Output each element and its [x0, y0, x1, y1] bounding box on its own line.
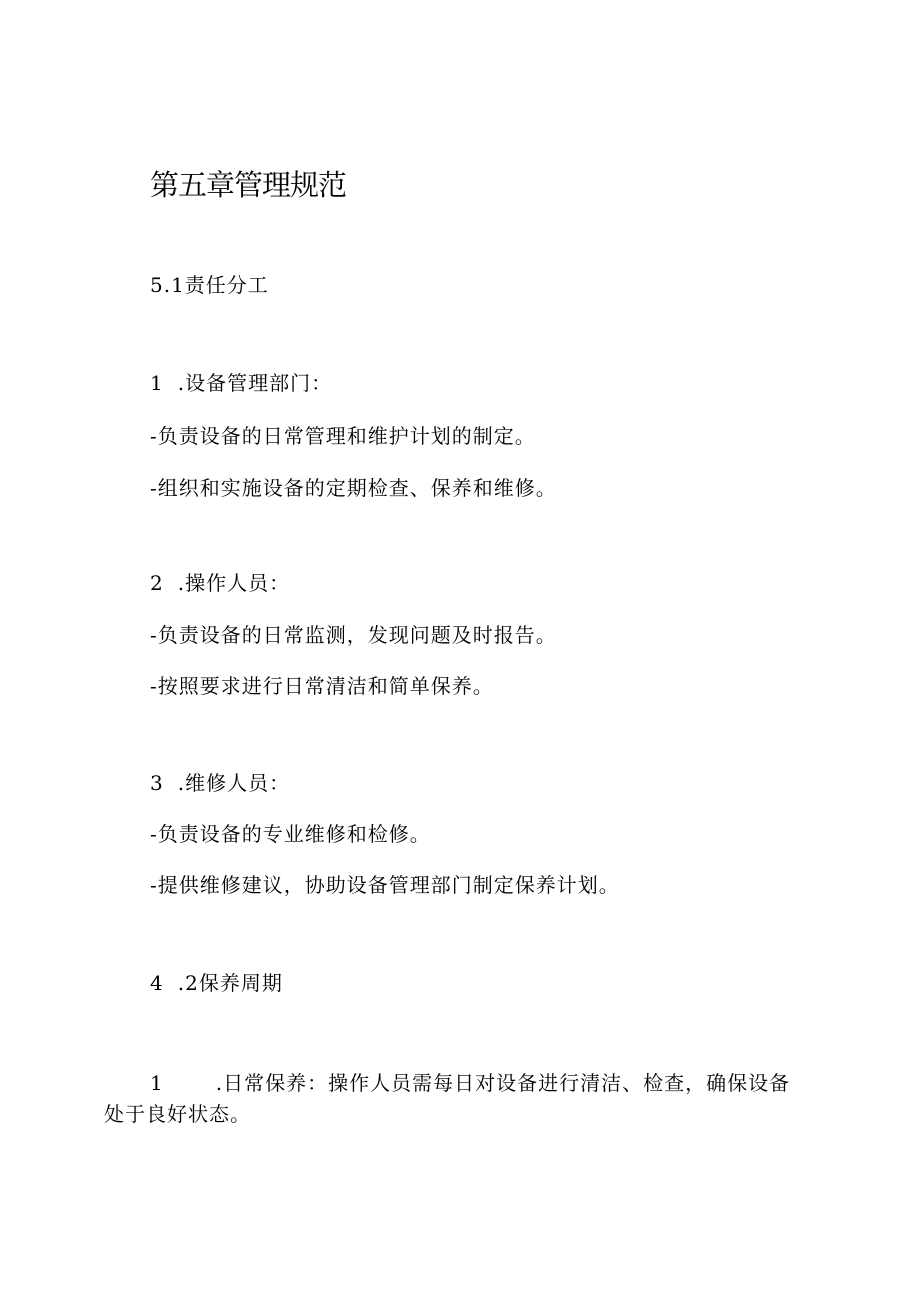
paragraph-line-1 [104, 1068, 816, 1099]
chapter-title: 第五章管理规范 [150, 168, 347, 202]
group-label: .维修人员： [177, 771, 291, 795]
paragraph-line-2: 处于良好状态。 [104, 1102, 251, 1126]
group-number: 3 [150, 771, 164, 795]
group-heading-operators [150, 570, 290, 596]
group-label: .设备管理部门： [177, 371, 333, 395]
list-item: -按照要求进行日常清洁和简单保养。 [150, 674, 494, 698]
list-item: -负责设备的专业维修和检修。 [150, 822, 431, 846]
group-label: .操作人员： [177, 571, 291, 595]
daily-maintenance-paragraph [104, 1068, 816, 1130]
paragraph-text: .日常保养：操作人员需每日对设备进行清洁、检查，确保设备 [215, 1071, 791, 1095]
list-item: -负责设备的日常监测，发现问题及时报告。 [150, 623, 557, 647]
list-item: -提供维修建议，协助设备管理部门制定保养计划。 [150, 873, 620, 897]
list-item: -组织和实施设备的定期检查、保养和维修。 [150, 476, 557, 500]
group-heading-maintenance-staff [150, 770, 290, 796]
paragraph-number: 1 [150, 1071, 164, 1095]
section-heading-5-2 [150, 970, 283, 996]
group-heading-equipment-dept [150, 370, 332, 396]
group-number: 2 [150, 571, 164, 595]
section-number: 4 [150, 971, 164, 995]
section-heading-5-1: 5.1责任分工 [150, 273, 269, 297]
list-item: -负责设备的日常管理和维护计划的制定。 [150, 424, 536, 448]
section-label: .2保养周期 [177, 971, 283, 995]
group-number: 1 [150, 371, 164, 395]
